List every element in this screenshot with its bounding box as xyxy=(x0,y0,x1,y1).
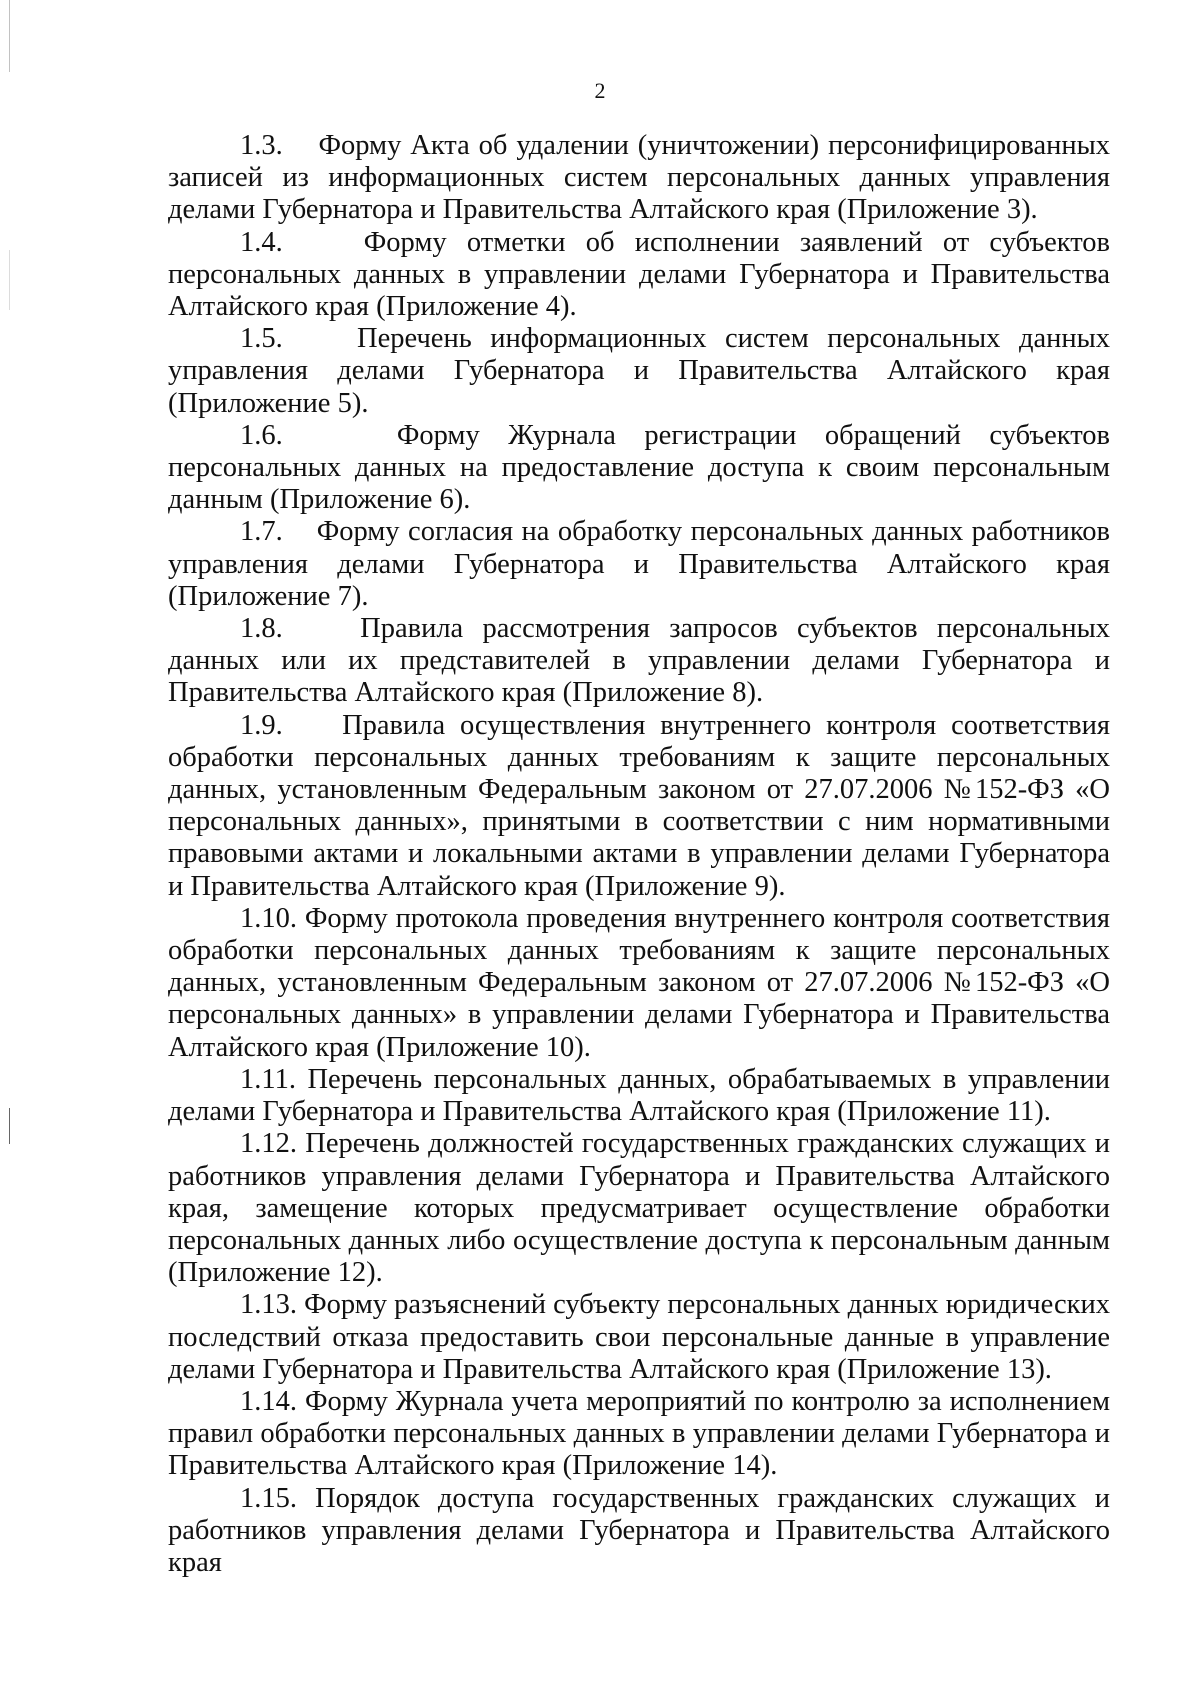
item-text: Форму отметки об исполнении заявлений от субъектов персональных данных в управлении делами Губернатора и Правительства Алтайского края (Приложение 4). xyxy=(168,226,1111,323)
item-number: 1.7. xyxy=(240,516,283,548)
item-number: 1.15. xyxy=(240,1482,297,1514)
item-text: Форму согласия на обработку персональных данных работников управления делами Губернатора и Правительства Алтайского края (Приложение 7). xyxy=(168,516,1111,612)
list-item xyxy=(168,227,1110,324)
list-item xyxy=(168,516,1110,613)
item-text: Перечень персональных данных, обрабатываемых в управлении делами Губернатора и Правительства Алтайского края (Приложение 11). xyxy=(168,1063,1110,1128)
item-number: 1.11. xyxy=(240,1063,296,1095)
list-item xyxy=(168,420,1110,517)
list-item xyxy=(168,1386,1110,1483)
list-item xyxy=(168,1064,1110,1128)
item-number: 1.5. xyxy=(240,323,283,355)
scan-edge-mark xyxy=(9,1108,10,1144)
item-text: Правила осуществления внутреннего контроля соответствия обработки персональных данных требованиям к защите персональных данных, установленным Федеральным законом от 27.07.2006 №152-ФЗ «О персональных данных», принятыми в соответствии с ним нормативными правовыми актами и локальными актами в управлении делами Губернатора и Правительства Алтайского края (Приложение 9). xyxy=(168,709,1110,902)
item-text: Форму разъяснений субъекту персональных данных юридических последствий отказа предоставить свои персональные данные в управление делами Губернатора и Правительства Алтайского края (Приложение 13). xyxy=(168,1289,1110,1385)
item-text: Перечень информационных систем персональных данных управления делами Губернатора и Правительства Алтайского края (Приложение 5). xyxy=(168,323,1110,419)
item-text: Форму протокола проведения внутреннего контроля соответствия обработки персональных данных требованиям к защите персональных данных, установленным Федеральным законом от 27.07.2006 №152-ФЗ «О персональных данных» в управлении делами Губернатора и Правительства Алтайского края (Приложение 10). xyxy=(168,902,1110,1063)
item-number: 1.12. xyxy=(240,1128,297,1160)
scan-edge-mark xyxy=(9,250,10,310)
scan-edge-mark xyxy=(9,0,10,72)
document-body xyxy=(168,130,1110,1579)
list-item xyxy=(168,613,1110,710)
item-text: Перечень должностей государственных гражданских служащих и работников управления делами Губернатора и Правительства Алтайского края, замещение которых предусматривает осуществление обработки персональных данных либо осуществление доступа к персональным данным (Приложение 12). xyxy=(168,1128,1110,1289)
item-number: 1.8. xyxy=(240,613,283,645)
item-number: 1.9. xyxy=(240,709,283,741)
list-item xyxy=(168,903,1110,1064)
item-number: 1.3. xyxy=(240,130,283,161)
list-item xyxy=(168,1128,1110,1289)
list-item xyxy=(168,130,1110,227)
item-number: 1.13. xyxy=(240,1289,297,1321)
list-item xyxy=(168,1483,1110,1580)
item-number: 1.6. xyxy=(240,419,283,451)
item-text: Форму Журнала учета мероприятий по контролю за исполнением правил обработки персональных данных в управлении делами Губернатора и Правительства Алтайского края (Приложение 14). xyxy=(168,1385,1111,1482)
item-number: 1.14. xyxy=(240,1385,297,1417)
page-number: 2 xyxy=(594,78,606,103)
item-text: Порядок доступа государственных гражданских служащих и работников управления делами Губернатора и Правительства Алтайского края xyxy=(168,1482,1110,1578)
item-text: Форму Журнала регистрации обращений субъектов персональных данных на предоставление доступа к своим персональным данным (Приложение 6). xyxy=(168,419,1111,516)
list-item xyxy=(168,323,1110,420)
item-number: 1.10. xyxy=(240,902,297,934)
list-item xyxy=(168,710,1110,903)
item-number: 1.4. xyxy=(240,226,283,258)
item-text: Правила рассмотрения запросов субъектов персональных данных или их представителей в управлении делами Губернатора и Правительства Алтайского края (Приложение 8). xyxy=(168,613,1110,709)
list-item xyxy=(168,1289,1110,1386)
item-text: Форму Акта об удалении (уничтожении) персонифицированных записей из информационных систем персональных данных управления делами Губернатора и Правительства Алтайского края (Приложение 3). xyxy=(168,130,1110,226)
